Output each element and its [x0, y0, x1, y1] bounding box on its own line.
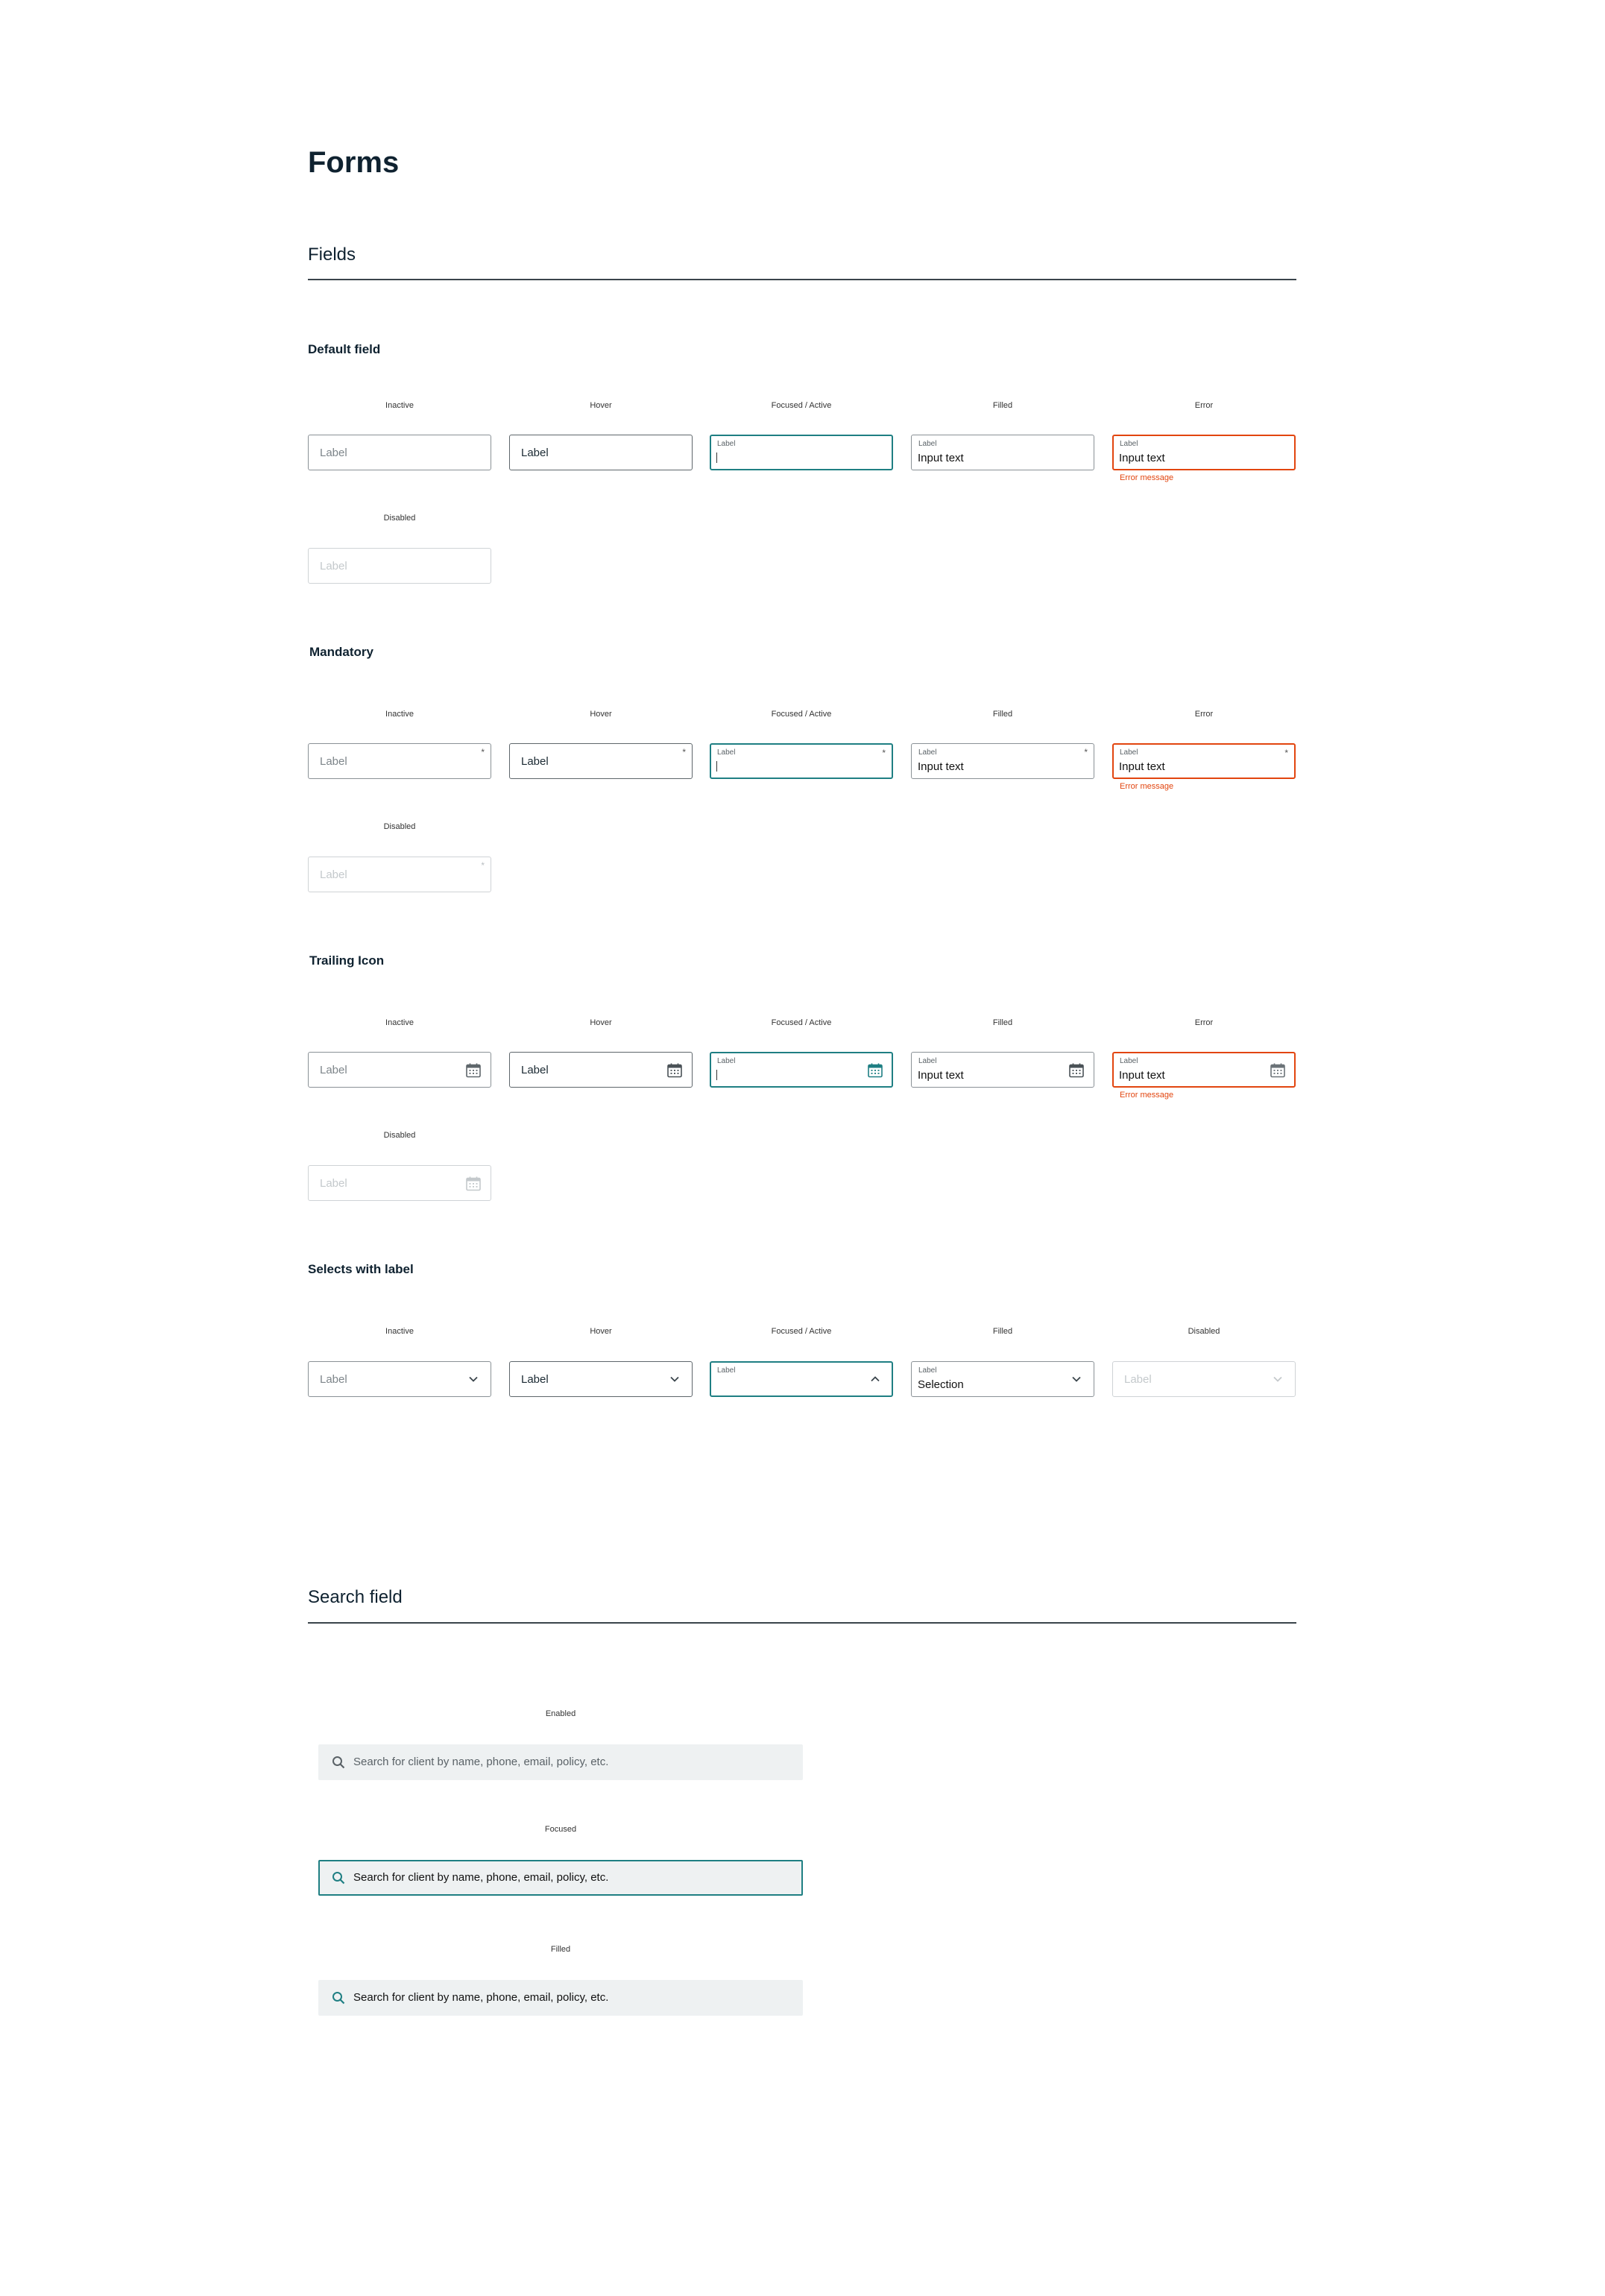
date-field-hover[interactable] [509, 1052, 693, 1088]
search-placeholder: Search for client by name, phone, email, policy, etc. [353, 1871, 609, 1884]
required-marker: * [481, 860, 485, 871]
state-label: Disabled [383, 1131, 416, 1140]
state-label: Hover [590, 401, 612, 410]
section-divider [308, 1622, 1296, 1624]
mandatory-field-focused[interactable] [710, 743, 893, 779]
mandatory-field-error[interactable] [1112, 743, 1296, 779]
text-cursor [716, 452, 717, 463]
state-label: Disabled [383, 822, 416, 831]
field-placeholder: Label [521, 755, 549, 768]
field-placeholder: Label [320, 868, 347, 881]
text-cursor [716, 1070, 717, 1080]
state-label: Filled [992, 710, 1013, 719]
calendar-icon[interactable] [666, 1062, 683, 1079]
field-label: Label [717, 748, 736, 757]
group-title-trailing-icon: Trailing Icon [309, 953, 385, 968]
text-field-focused[interactable] [710, 435, 893, 470]
state-label: Filled [992, 1327, 1013, 1336]
calendar-icon[interactable] [1068, 1062, 1085, 1079]
text-field-disabled [308, 548, 491, 584]
group-title-default: Default field [308, 342, 381, 356]
field-value: Input text [918, 1069, 964, 1082]
field-value: Input text [1119, 1069, 1165, 1082]
field-placeholder: Label [320, 755, 347, 768]
calendar-icon[interactable] [867, 1062, 883, 1079]
state-label: Hover [590, 1327, 612, 1336]
group-title-selects: Selects with label [308, 1262, 414, 1276]
state-label: Focused / Active [771, 1018, 832, 1027]
field-label: Label [918, 440, 937, 448]
text-field-inactive[interactable] [308, 435, 491, 470]
state-label: Hover [590, 710, 612, 719]
field-placeholder: Label [320, 1064, 347, 1076]
select-hover[interactable] [509, 1361, 693, 1397]
chevron-down-icon [669, 1373, 681, 1385]
section-title-fields: Fields [308, 245, 356, 265]
calendar-icon [465, 1176, 482, 1192]
state-label: Focused / Active [771, 1327, 832, 1336]
field-value: Input text [1119, 452, 1165, 464]
state-label: Error [1194, 710, 1214, 719]
state-label: Filled [992, 1018, 1013, 1027]
search-placeholder: Search for client by name, phone, email, policy, etc. [353, 1756, 609, 1768]
state-label: Filled [992, 401, 1013, 410]
date-field-disabled [308, 1165, 491, 1201]
state-label: Enabled [545, 1709, 576, 1718]
select-filled[interactable] [911, 1361, 1094, 1397]
select-focused[interactable] [710, 1361, 893, 1397]
state-label: Hover [590, 1018, 612, 1027]
field-label: Label [1120, 1057, 1138, 1065]
state-label: Filled [550, 1945, 571, 1954]
field-label: Label [1120, 440, 1138, 448]
required-marker: * [682, 747, 686, 757]
chevron-up-icon [869, 1373, 881, 1385]
date-field-filled[interactable] [911, 1052, 1094, 1088]
state-label: Focused [544, 1825, 577, 1834]
chevron-down-icon [467, 1373, 479, 1385]
select-placeholder: Label [320, 1373, 347, 1386]
state-label: Inactive [385, 1327, 414, 1336]
search-value: Search for client by name, phone, email, policy, etc. [353, 1991, 609, 2004]
section-divider [308, 279, 1296, 280]
select-label: Label [717, 1366, 736, 1375]
error-message: Error message [1120, 1091, 1174, 1100]
mandatory-field-filled[interactable] [911, 743, 1094, 779]
state-label: Error [1194, 401, 1214, 410]
field-placeholder: Label [320, 560, 347, 573]
search-field-enabled[interactable] [318, 1744, 803, 1780]
field-placeholder: Label [521, 447, 549, 459]
page-title: Forms [308, 146, 400, 179]
chevron-down-icon [1272, 1373, 1284, 1385]
calendar-icon[interactable] [1270, 1062, 1286, 1079]
date-field-inactive[interactable] [308, 1052, 491, 1088]
field-value: Input text [918, 452, 964, 464]
chevron-down-icon [1070, 1373, 1082, 1385]
section-title-search: Search field [308, 1587, 403, 1607]
text-field-hover[interactable] [509, 435, 693, 470]
date-field-error[interactable] [1112, 1052, 1296, 1088]
field-label: Label [1120, 748, 1138, 757]
state-label: Inactive [385, 710, 414, 719]
state-label: Disabled [383, 514, 416, 523]
select-value: Selection [918, 1378, 964, 1391]
state-label: Focused / Active [771, 401, 832, 410]
select-placeholder: Label [521, 1373, 549, 1386]
group-title-mandatory: Mandatory [309, 645, 373, 659]
state-label: Disabled [1188, 1327, 1220, 1336]
select-placeholder: Label [1124, 1373, 1152, 1386]
mandatory-field-hover[interactable] [509, 743, 693, 779]
calendar-icon[interactable] [465, 1062, 482, 1079]
required-marker: * [1084, 747, 1088, 757]
field-placeholder: Label [320, 1177, 347, 1190]
error-message: Error message [1120, 473, 1174, 482]
required-marker: * [882, 748, 886, 758]
state-label: Error [1194, 1018, 1214, 1027]
search-field-focused[interactable] [318, 1860, 803, 1896]
search-icon [332, 1756, 345, 1769]
search-icon [332, 1871, 345, 1885]
field-value: Input text [918, 760, 964, 773]
field-label: Label [717, 440, 736, 448]
select-inactive[interactable] [308, 1361, 491, 1397]
text-field-error[interactable] [1112, 435, 1296, 470]
required-marker: * [481, 747, 485, 757]
search-field-filled[interactable] [318, 1980, 803, 2016]
error-message: Error message [1120, 782, 1174, 791]
select-label: Label [918, 1366, 937, 1375]
field-label: Label [918, 748, 937, 757]
select-disabled [1112, 1361, 1296, 1397]
text-cursor [716, 761, 717, 772]
text-field-filled[interactable] [911, 435, 1094, 470]
field-placeholder: Label [521, 1064, 549, 1076]
field-label: Label [717, 1057, 736, 1065]
search-icon [332, 1991, 345, 2005]
state-label: Inactive [385, 1018, 414, 1027]
mandatory-field-inactive[interactable] [308, 743, 491, 779]
field-value: Input text [1119, 760, 1165, 773]
state-label: Focused / Active [771, 710, 832, 719]
date-field-focused[interactable] [710, 1052, 893, 1088]
state-label: Inactive [385, 401, 414, 410]
field-placeholder: Label [320, 447, 347, 459]
field-label: Label [918, 1057, 937, 1065]
required-marker: * [1284, 748, 1288, 758]
mandatory-field-disabled [308, 857, 491, 892]
